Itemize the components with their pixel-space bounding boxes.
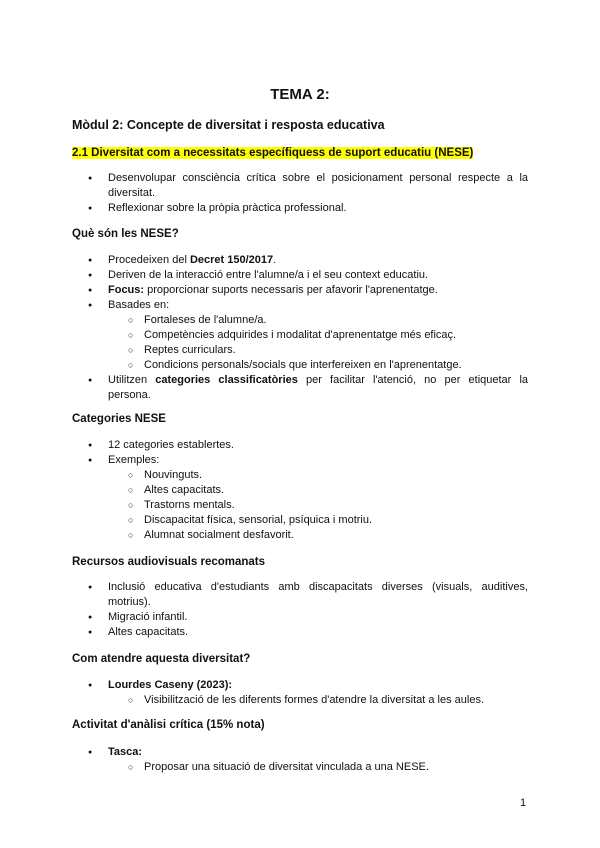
section-heading-text: 2.1 Diversitat com a necessitats específiquess de suport educatiu (NESE)	[72, 147, 474, 159]
list-item: ● Focus: proporcionar suports necessaris per afavorir l'aprenentatge.	[72, 283, 528, 298]
section-heading	[72, 147, 473, 159]
sub-list-item: ○ Alumnat socialment desfavorit.	[72, 528, 528, 543]
list-item: ● Lourdes Caseny (2023): ○ Visibilització de les diferents formes d'atendre la diversitat a les aules.	[72, 678, 528, 708]
list-item: ● Altes capacitats.	[72, 625, 528, 640]
list-item: ● Utilitzen categories classificatòries per facilitar l'atenció, no per etiquetar la persona.	[72, 373, 528, 403]
attend-heading: Com atendre aquesta diversitat?	[72, 653, 251, 665]
activity-sublist	[108, 760, 528, 775]
page-number: 1	[520, 797, 527, 809]
nese-sublist	[108, 313, 528, 373]
resources-list	[72, 580, 528, 640]
list-item: ● Reflexionar sobre la pròpia pràctica professional.	[72, 201, 528, 216]
list-item: ● Inclusió educativa d'estudiants amb discapacitats diverses (visuals, auditives, motrius).	[72, 580, 528, 610]
intro-list	[72, 171, 528, 216]
sub-list-item: ○ Altes capacitats.	[72, 483, 528, 498]
sub-list-item: ○ Nouvinguts.	[72, 468, 528, 483]
list-item: ● Exemples: ○ Nouvinguts. ○ Altes capacitats. ○ Trastorns mentals. ○ Discapacitat física, sensorial, psíquica i motriu. ○ Alumnat socialment desfavorit.	[72, 453, 528, 543]
list-item: ● Migració infantil.	[72, 610, 528, 625]
categories-list	[72, 438, 528, 543]
module-heading: Mòdul 2: Concepte de diversitat i resposta educativa	[72, 118, 385, 132]
sub-list-item: ○ Trastorns mentals.	[72, 498, 528, 513]
sub-list-item: ○ Discapacitat física, sensorial, psíquica i motriu.	[72, 513, 528, 528]
page-title: TEMA 2:	[270, 86, 330, 103]
list-item: ● 12 categories establertes.	[72, 438, 528, 453]
sub-list-item: ○ Visibilització de les diferents formes d'atendre la diversitat a les aules.	[72, 693, 528, 708]
attend-sublist	[108, 693, 528, 708]
sub-list-item: ○ Reptes curriculars.	[72, 343, 528, 358]
categories-sublist	[108, 468, 528, 543]
list-item: ● Procedeixen del Decret 150/2017.	[72, 253, 528, 268]
nese-list	[72, 253, 528, 403]
sub-list-item: ○ Competències adquirides i modalitat d'aprenentatge més eficaç.	[72, 328, 528, 343]
sub-list-item: ○ Condicions personals/socials que interfereixen en l'aprenentatge.	[72, 358, 528, 373]
list-item: ● Deriven de la interacció entre l'alumne/a i el seu context educatiu.	[72, 268, 528, 283]
activity-heading: Activitat d'anàlisi crítica (15% nota)	[72, 719, 265, 731]
resources-heading: Recursos audiovisuals recomanats	[72, 556, 266, 568]
categories-heading: Categories NESE	[72, 413, 166, 425]
activity-list	[72, 745, 528, 775]
attend-list	[72, 678, 528, 708]
sub-list-item: ○ Fortaleses de l'alumne/a.	[72, 313, 528, 328]
sub-list-item: ○ Proposar una situació de diversitat vinculada a una NESE.	[72, 760, 528, 775]
nese-heading: Què són les NESE?	[72, 228, 179, 240]
list-item: ● Tasca: ○ Proposar una situació de diversitat vinculada a una NESE.	[72, 745, 528, 775]
list-item: ● Basades en: ○ Fortaleses de l'alumne/a. ○ Competències adquirides i modalitat d'aprenentatge més eficaç. ○ Reptes curriculars. ○ Condicions personals/socials que interfereixen en l'aprenentatge.	[72, 298, 528, 373]
list-item: ● Desenvolupar consciència crítica sobre el posicionament personal respecte a la diversitat.	[72, 171, 528, 201]
